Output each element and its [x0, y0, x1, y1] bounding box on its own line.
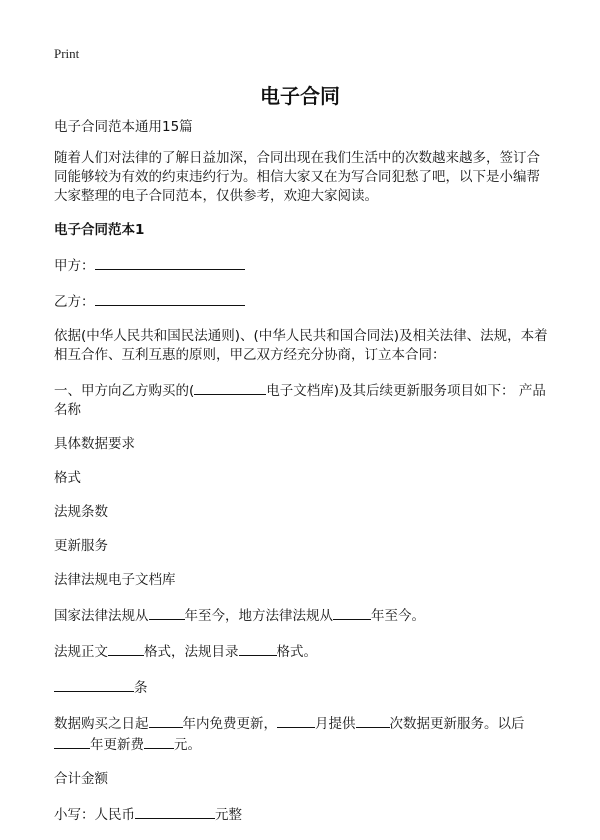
clause-1-prefix: 一、甲方向乙方购买的( — [54, 383, 195, 399]
update-p3: 月提供 — [315, 716, 356, 732]
party-a-line — [54, 255, 548, 276]
fee-blank — [144, 734, 174, 749]
update-terms-paragraph — [54, 713, 548, 755]
text-prefix: 法规正文 — [54, 644, 108, 660]
local-year-blank — [333, 605, 371, 620]
update-p5: 年更新费 — [90, 737, 144, 753]
clause-1-suffix: 电子文档库)及其后续更新服务项目如下： 产品名称 — [54, 383, 546, 418]
party-a-label: 甲方： — [54, 258, 95, 274]
times-blank — [356, 713, 390, 728]
item-law-count: 法规条数 — [54, 504, 108, 520]
clause-1-blank — [194, 380, 266, 395]
party-b-line — [54, 291, 548, 312]
count-line — [54, 677, 548, 698]
basis-paragraph: 依据(中华人民共和国民法通则)、(中华人民共和国合同法)及相关法律、法规，本着相互合作、互利互惠的原则，甲乙双方经充分协商，订立本合同： — [54, 328, 548, 363]
text-suffix: 格式。 — [276, 644, 317, 660]
months-blank — [277, 713, 315, 728]
update-p4: 次数据更新服务。以后 — [389, 716, 525, 732]
national-mid: 年至今，地方法律法规从 — [184, 608, 333, 624]
document-body — [54, 118, 548, 840]
update-p6: 元。 — [174, 737, 201, 753]
item-data-requirements: 具体数据要求 — [54, 436, 135, 452]
clause-1 — [54, 380, 548, 420]
party-a-blank — [95, 255, 245, 270]
count-blank — [54, 677, 134, 692]
text-mid: 格式，法规目录 — [144, 644, 239, 660]
total-amount-label: 合计金额 — [54, 771, 108, 787]
count-suffix: 条 — [134, 680, 148, 696]
law-text-format-line — [54, 641, 548, 662]
update-p2: 年内免费更新， — [182, 716, 277, 732]
item-format: 格式 — [54, 470, 81, 486]
later-years-blank — [54, 734, 90, 749]
small-amount-prefix: 小写：人民币 — [54, 807, 135, 823]
small-amount-blank — [135, 804, 215, 819]
print-link[interactable]: Print — [54, 46, 80, 61]
national-prefix: 国家法律法规从 — [54, 608, 149, 624]
item-update-service: 更新服务 — [54, 538, 108, 554]
item-library: 法律法规电子文档库 — [54, 572, 176, 588]
update-p1: 数据购买之日起 — [54, 716, 149, 732]
catalog-format-blank — [239, 641, 277, 656]
national-suffix: 年至今。 — [371, 608, 425, 624]
text-format-blank — [108, 641, 144, 656]
national-year-blank — [149, 605, 185, 620]
party-b-label: 乙方： — [54, 294, 95, 310]
free-years-blank — [149, 713, 183, 728]
document-title: 电子合同 — [260, 84, 340, 108]
small-amount-line — [54, 804, 548, 825]
national-law-line — [54, 605, 548, 626]
section-heading-1: 电子合同范本1 — [54, 222, 145, 238]
intro-paragraph: 随着人们对法律的了解日益加深，合同出现在我们生活中的次数越来越多，签订合同能够较为有效的约束违约行为。相信大家又在为写合同犯愁了吧，以下是小编帮大家整理的电子合同范本，仅供参考，欢迎大家阅读。 — [54, 150, 540, 204]
document-subtitle: 电子合同范本通用15篇 — [54, 119, 193, 135]
small-amount-suffix: 元整 — [215, 807, 242, 823]
party-b-blank — [95, 291, 245, 306]
